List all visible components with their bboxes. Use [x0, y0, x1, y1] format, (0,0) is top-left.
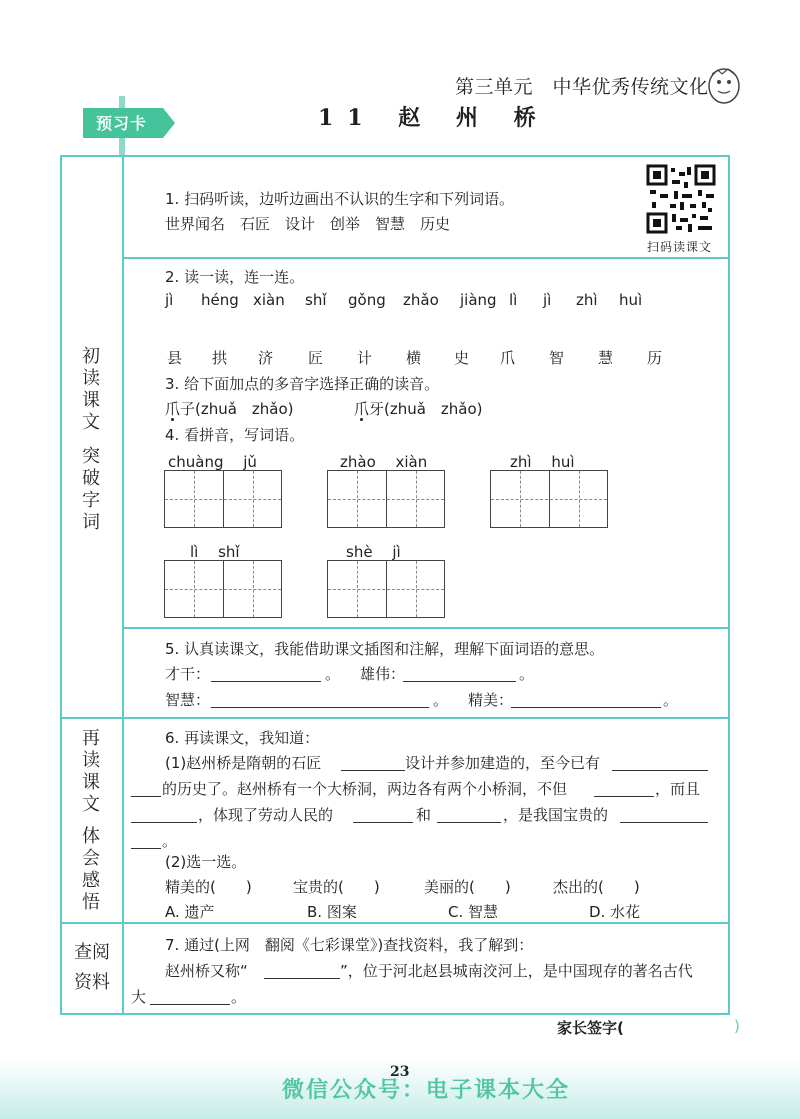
- row-divider: [60, 717, 730, 719]
- pinyin-item: jiàng: [460, 291, 497, 309]
- qr-label: 扫码读课文: [647, 240, 713, 254]
- answer-blank[interactable]: [437, 822, 501, 823]
- q3-option-b: 爪牙(zhuǎ zhǎo): [354, 400, 483, 418]
- period: 。: [325, 665, 341, 683]
- unit-heading: 第三单元 中华优秀传统文化: [455, 76, 709, 98]
- pinyin-item: jì: [543, 291, 552, 309]
- char-item: 智: [549, 349, 565, 367]
- section-label-zaidu: 再 读 课 文 体 会 感 悟: [82, 728, 100, 913]
- q6-line2b: ，而且: [655, 780, 701, 798]
- answer-blank[interactable]: [264, 978, 340, 979]
- q3-option-a: 爪子(zhuǎ zhǎo): [165, 400, 294, 418]
- q3-prompt: 3. 给下面加点的多音字选择正确的读音。: [165, 375, 440, 393]
- writing-grid[interactable]: [164, 470, 282, 528]
- writing-grid[interactable]: [327, 560, 445, 618]
- q4-pinyin: chuàng jǔ: [168, 453, 257, 471]
- section-label-chudu: 初 读 课 文 突 破 字 词: [82, 346, 100, 533]
- option-item: D. 水花: [589, 903, 641, 921]
- pinyin-item: zhì: [576, 291, 598, 309]
- writing-grid[interactable]: [490, 470, 608, 528]
- writing-grid[interactable]: [164, 560, 282, 618]
- q4-pinyin: lì shǐ: [190, 543, 240, 561]
- answer-blank[interactable]: [211, 707, 429, 708]
- pinyin-item: héng: [201, 291, 239, 309]
- period: 。: [663, 691, 679, 709]
- answer-blank[interactable]: [403, 681, 516, 682]
- q6-prompt: 6. 再读课文，我知道：: [165, 729, 320, 747]
- q6-line3c: ，是我国宝贵的: [503, 806, 609, 824]
- char-item: 拱: [212, 349, 228, 367]
- q1-prompt: 1. 扫码听读，边听边画出不认识的生字和下列词语。: [165, 190, 515, 208]
- choice-item[interactable]: 宝贵的( ): [293, 878, 380, 896]
- q6-line3a: ，体现了劳动人民的: [198, 806, 334, 824]
- column-divider: [122, 155, 124, 1015]
- char-item: 县: [167, 349, 183, 367]
- char-item: 匠: [308, 349, 324, 367]
- row-divider: [60, 922, 730, 924]
- option-item: C. 智慧: [448, 903, 499, 921]
- q5-label-xiongwei: 雄伟：: [360, 665, 406, 683]
- q6-sub-prompt: (2)选一选。: [165, 853, 247, 871]
- choice-item[interactable]: 杰出的( ): [553, 878, 640, 896]
- period: 。: [519, 665, 535, 683]
- parent-signature-label: 家长签字(: [557, 1019, 624, 1037]
- wechat-watermark: 微信公众号：电子课本大全: [282, 1078, 571, 1103]
- char-item: 计: [357, 349, 373, 367]
- answer-blank[interactable]: [594, 796, 654, 797]
- pinyin-item: huì: [619, 291, 643, 309]
- q4-pinyin: zhào xiàn: [340, 453, 428, 471]
- answer-blank[interactable]: [131, 796, 161, 797]
- parent-signature-close: ): [734, 1017, 740, 1035]
- answer-blank[interactable]: [341, 770, 405, 771]
- q6-line1b: 设计并参加建造的，至今已有: [405, 754, 601, 772]
- q7-prompt: 7. 通过(上网 翻阅《七彩课堂》)查找资料，我了解到：: [165, 936, 534, 954]
- pinyin-item: jì: [165, 291, 174, 309]
- row-divider: [122, 627, 730, 629]
- q7-line1b: ”，位于河北赵县城南洨河上，是中国现存的著名古代: [340, 962, 693, 980]
- pinyin-item: shǐ: [305, 291, 327, 309]
- emphasis-dot: [360, 418, 363, 421]
- lesson-title: 11 赵 州 桥: [318, 105, 550, 131]
- option-item: A. 遗产: [165, 903, 215, 921]
- answer-blank[interactable]: [620, 822, 708, 823]
- q7-line2b: 。: [231, 988, 247, 1006]
- q5-prompt: 5. 认真读课文，我能借助课文插图和注解，理解下面词语的意思。: [165, 640, 605, 658]
- badge-label: 预习卡: [96, 114, 148, 133]
- q4-pinyin: shè jì: [346, 543, 401, 561]
- q5-label-jingmei: 精美：: [468, 691, 514, 709]
- choice-item[interactable]: 美丽的( ): [424, 878, 511, 896]
- q4-prompt: 4. 看拼音，写词语。: [165, 426, 305, 444]
- mascot-icon: [702, 62, 746, 106]
- q6-line2a: 的历史了。赵州桥有一个大桥洞，两边各有两个小桥洞，不但: [162, 780, 568, 798]
- char-item: 爪: [500, 349, 516, 367]
- parent-signature-field[interactable]: [632, 1030, 732, 1032]
- answer-blank[interactable]: [612, 770, 708, 771]
- answer-blank[interactable]: [353, 822, 413, 823]
- qr-code-icon[interactable]: [646, 164, 716, 234]
- writing-grid[interactable]: [327, 470, 445, 528]
- option-item: B. 图案: [307, 903, 357, 921]
- char-item: 济: [258, 349, 274, 367]
- answer-blank[interactable]: [150, 1004, 230, 1005]
- q7-line1a: 赵州桥又称“: [165, 962, 248, 980]
- pinyin-item: xiàn: [253, 291, 285, 309]
- choice-item[interactable]: 精美的( ): [165, 878, 252, 896]
- section-label-chayue: 查阅 资料: [74, 942, 110, 993]
- row-divider: [122, 257, 730, 259]
- emphasis-dot: [171, 418, 174, 421]
- q2-prompt: 2. 读一读，连一连。: [165, 268, 305, 286]
- pinyin-item: gǒng: [348, 291, 386, 309]
- answer-blank[interactable]: [211, 681, 321, 682]
- page-number: 23: [390, 1064, 410, 1080]
- q4-pinyin: zhì huì: [510, 453, 575, 471]
- q6-line3b: 和: [416, 806, 432, 824]
- q5-label-caigan: 才干：: [165, 665, 211, 683]
- answer-blank[interactable]: [131, 822, 197, 823]
- answer-blank[interactable]: [511, 707, 661, 708]
- q1-words: 世界闻名 石匠 设计 创举 智慧 历史: [165, 215, 451, 233]
- q5-label-zhihui: 智慧：: [165, 691, 211, 709]
- q7-line2a: 大: [131, 988, 147, 1006]
- char-item: 史: [454, 349, 470, 367]
- pinyin-item: zhǎo: [403, 291, 439, 309]
- answer-blank[interactable]: [131, 848, 161, 849]
- q6-line1a: (1)赵州桥是隋朝的石匠: [165, 754, 322, 772]
- q6-line4: 。: [162, 832, 178, 850]
- pinyin-item: lì: [509, 291, 518, 309]
- char-item: 慧: [598, 349, 614, 367]
- char-item: 横: [406, 349, 422, 367]
- char-item: 历: [647, 349, 663, 367]
- period: 。: [433, 691, 449, 709]
